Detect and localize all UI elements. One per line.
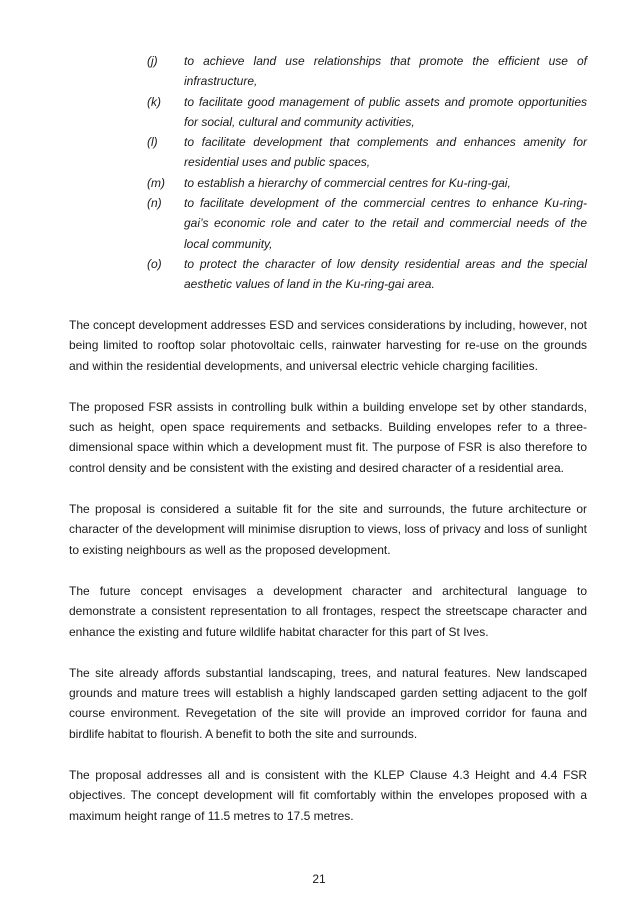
list-item-text: to facilitate development of the commercial centres to enhance Ku-ring-gai’s economic role and cater to the retail and commercial needs of the local community, <box>184 196 587 251</box>
objectives-list <box>147 51 587 295</box>
paragraph-esd-services: The concept development addresses ESD and services considerations by including, however, not being limited to rooftop solar photovoltaic cells, rainwater harvesting for re-use on the grounds and within the residential developments, and universal electric vehicle charging facilities. <box>69 318 587 373</box>
paragraph-site-fit: The proposal is considered a suitable fit for the site and surrounds, the future architecture or character of the development will minimise disruption to views, loss of privacy and loss of sunlight to existing neighbours as well as the proposed development. <box>69 502 587 557</box>
paragraph-landscaping: The site already affords substantial landscaping, trees, and natural features. New landscaped grounds and mature trees will establish a highly landscaped garden setting adjacent to the golf course environment. Revegetation of the site will provide an improved corridor for fauna and birdlife habitat to flourish. A benefit to both the site and surrounds. <box>69 665 587 741</box>
list-item-label: (n) <box>147 196 162 211</box>
list-item <box>147 254 587 295</box>
body-text <box>69 315 587 847</box>
list-item-label: (j) <box>147 54 158 68</box>
paragraph-klep-compliance: The proposal addresses all and is consistent with the KLEP Clause 4.3 Height and 4.4 FSR objectives. The concept development will fit comfortably within the envelopes proposed with a maximum height range of 11.5 metres to 17.5 metres. <box>69 768 587 823</box>
list-item-text: to facilitate good management of public assets and promote opportunities for social, cultural and community activities, <box>184 94 587 129</box>
list-item-text: to facilitate development that complements and enhances amenity for residential uses and public spaces, <box>184 135 587 170</box>
list-item <box>147 51 587 92</box>
list-item <box>147 193 587 254</box>
list-item-label: (l) <box>147 135 158 150</box>
list-item-label: (m) <box>147 175 165 190</box>
page-number: 21 <box>312 872 326 886</box>
paragraph-future-concept: The future concept envisages a development character and architectural language to demonstrate a consistent representation to all frontages, respect the streetscape character and enhance the existing and future wildlife habitat character for this part of St Ives. <box>69 583 587 639</box>
list-item <box>147 173 587 193</box>
list-item <box>147 92 587 133</box>
paragraph-fsr-bulk: The proposed FSR assists in controlling bulk within a building envelope set by other standards, such as height, open space requirements and setbacks. Building envelopes refer to a three-dimensional space within which a development must fit. The purpose of FSR is also therefore to control density and be consistent with the existing and desired character of a residential area. <box>69 399 587 475</box>
list-item <box>147 132 587 173</box>
list-item-label: (o) <box>147 256 162 271</box>
list-item-label: (k) <box>147 94 161 109</box>
list-item-text: to protect the character of low density residential areas and the special aesthetic values of land in the Ku-ring-gai area. <box>184 256 587 292</box>
list-item-text: to achieve land use relationships that promote the efficient use of infrastructure, <box>184 54 587 89</box>
list-item-text: to establish a hierarchy of commercial centres for Ku-ring-gai, <box>184 175 511 190</box>
